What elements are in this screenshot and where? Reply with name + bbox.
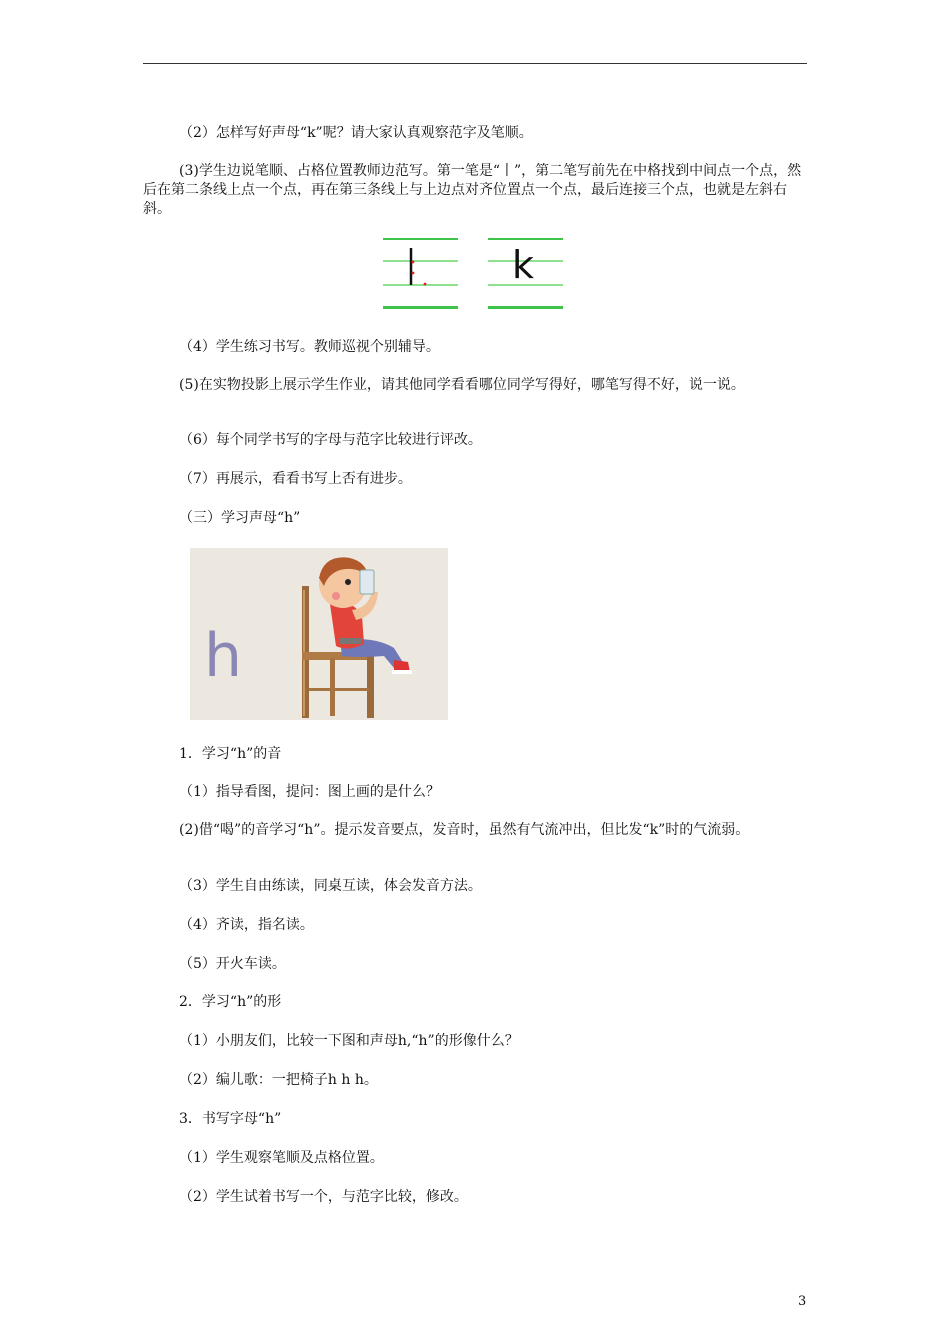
illustration-letter: h <box>204 621 243 691</box>
header-rule <box>143 63 807 64</box>
paragraph: （5）开火车读。 <box>179 956 286 972</box>
paragraph: （2）学生试着书写一个，与范字比较，修改。 <box>179 1189 468 1205</box>
paragraph: （2）编儿歌：一把椅子h h h。 <box>179 1072 378 1088</box>
paragraph: （1）学生观察笔顺及点格位置。 <box>179 1150 384 1166</box>
paragraph: （1）指导看图，提问：图上画的是什么？ <box>179 784 440 800</box>
paragraph: （4）齐读，指名读。 <box>179 917 314 933</box>
writing-grid-letter-k <box>488 238 563 310</box>
paragraph: （1）小朋友们，比较一下图和声母h,“h”的形像什么？ <box>179 1033 519 1049</box>
paragraph: （6）每个同学书写的字母与范字比较进行评改。 <box>179 432 482 448</box>
writing-grid-stroke-one <box>383 238 458 310</box>
paragraph: (2)借“喝”的音学习“h”。提示发音要点，发音时，虽然有气流冲出，但比发“k”时的气流弱。 <box>179 822 750 838</box>
stroke-vertical-icon <box>383 238 458 310</box>
paragraph: (3)学生边说笔顺、占格位置教师边范写。第一笔是“丨”，第二笔写前先在中格找到中间点一个点，然后在第二条线上点一个点，再在第三条线上与上边点对齐位置点一个点，最后连接三个点，也就是左斜右斜。 <box>143 163 802 217</box>
paragraph: （2）怎样写好声母“k”呢？请大家认真观察范字及笔顺。 <box>179 125 533 141</box>
paragraph: （4）学生练习书写。教师巡视个别辅导。 <box>179 339 440 355</box>
paragraph: （7）再展示，看看书写上否有进步。 <box>179 471 412 487</box>
paragraph: 1．学习“h”的音 <box>179 746 282 762</box>
paragraph: 3．书写字母“h” <box>179 1111 282 1127</box>
page-number: 3 <box>798 1294 807 1309</box>
illustration-boy-on-chair <box>190 548 448 720</box>
section-heading: （三）学习声母“h” <box>179 510 301 526</box>
paragraph: 2．学习“h”的形 <box>179 994 282 1010</box>
paragraph: (5)在实物投影上展示学生作业，请其他同学看看哪位同学写得好，哪笔写得不好，说一说。 <box>179 377 745 393</box>
grid-glyph: k <box>512 243 535 287</box>
paragraph: （3）学生自由练读，同桌互读，体会发音方法。 <box>179 878 482 894</box>
